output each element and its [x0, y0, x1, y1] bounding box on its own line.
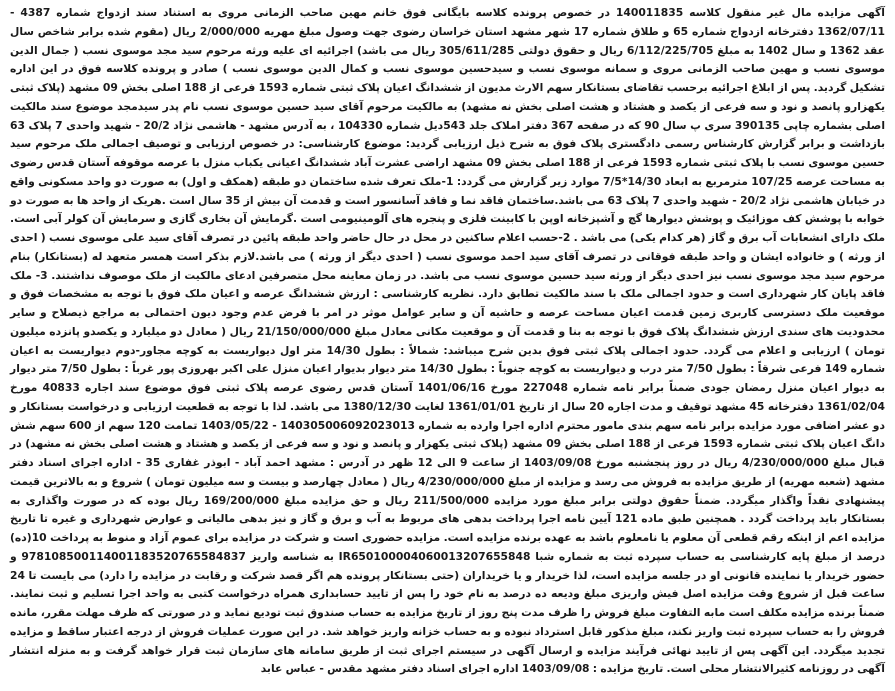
auction-notice-text: آگهی مزایده مال غیر منقول کلاسه 140011835 در خصوص پرونده کلاسه بایگانی فوق خانم مهین صاحب الزمانی مروی به استناد سند ازدواج شماره 4387 - 1362/07/11 دفترخانه ازدواج شماره 65 و طلاق شماره 17 شهر مشهد استان خراسان رضوی جهت وصول مبلغ مهریه 2/000/000 ریال (مقوم شده برابر شاخص سال عقد 1362 و سال 1402 به مبلغ 6/112/225/705 ریال و حقوق دولتی 305/611/285 ریال می باشد) اجرائیه ای علیه ورثه مرحوم سید مجد موسوی نسب ( جمال الدین موسوی نسب و مهین صاحب الزمانی مروی و سمانه موسوی نسب و سیدحسین موسوی نسب و کمال الدین موسوی نسب ) صادر و پرونده کلاسه فوق در این اداره تشکیل گردید. پس از ابلاغ اجرائیه برحسب تقاضای بستانکار سهم الارث مدیون از ششدانگ اعیان پلاک ثبتی شماره 1593 فرعی از 188 اصلی بخش 09 مشهد (پلاک ثبتی یکهزارو پانصد و نود و سه فرعی از یکصد و هشتاد و هشت اصلی بخش نه مشهد) به مالکیت مرحوم آقای سید حسین موسوی نسب نام پدر سیدمجد موضوع سند مالکیت اصلی بشماره چاپی 390135 سری پ سال 90 که در صفحه 367 دفتر املاک جلد 543دیل شماره 104330 ، به آدرس مشهد - هاشمی نژاد 20/2 - شهید واحدی 7 پلاک 63 بازداشت و برابر گزارش کارشناس رسمی دادگستری پلاک فوق به شرح ذیل ارزیابی گردید: موضوع کارشناسی: در خصوص ارزیابی و توصیف اجمالی ملک مرحوم سید حسین موسوی نسب با پلاک ثبتی شماره 1593 فرعی از 188 اصلی بخش 09 مشهد اراضی عشرت آباد ششدانگ اعیانی یکباب منزل با عرصه موقوفه آستان قدس رضوی به مساحت عرصه 107/25 مترمربع به ابعاد 14/30*7/5 موارد زیر گزارش می گردد: 1-ملک تعرف شده ساختمان دو طبقه (همکف و اول) به صورت دو واحد مسکونی واقع در خیابان هاشمی نژاد 20/2 - شهید واحدی 7 پلاک 63 می باشد.ساختمان فاقد نما و فاقد آسانسور است و قدمت آن بیش از 35 سال است .هریک از واحد ها به صورت دو خوابه با پوشش کف موزائیک و پوشش دیوارها گچ و آشپزخانه اوپن با کابینت فلزی و پنجره های آلومینیومی است .گرمایش آن بخاری گازی و سرمایش آن کولر آبی است. ملک دارای انشعابات آب برق و گاز (هر کدام یکی) می باشد . 2-حسب اعلام ساکنین در محل در حال حاضر واحد طبقه پائین در تصرف آقای سید علی موسوی نسب ( احدی از ورثه ) و خانواده ایشان و واحد طبقه فوقانی در تصرف آقای سید احمد موسوی نسب ( احدی دیگر از ورثه ) می باشد.لازم بذکر است همسر متعهد له (بستانکار) بنام مرحوم سید مجد موسوی نسب نیز احدی دیگر از ورثه سید حسین موسوی نسب می باشد. در زمان معاینه محل متصرفین ادعای مالکیت از ملک موصوف نداشتند. 3- ملک فاقد پایان کار شهرداری است و حدود اجمالی ملک با سند مالکیت تطابق دارد. نظریه کارشناسی : ارزش ششدانگ عرصه و اعیان ملک فوق با توجه به مشخصات فوق و موقعیت ملک دسترسی کاربری زمین قدمت اعیان مساحت عرصه و حاشیه آن و سایر عوامل موثر در امر با فرض عدم وجود دیون احتمالی به مراجع ذیصلاح و سایر محدودیت های سندی ارزش ششدانگ پلاک فوق با توجه به بنا و قدمت آن و موقعیت مکانی معادل مبلغ 21/150/000/000 ریال ( معادل دو میلیارد و یکصدو پانزده میلیون تومان ) ارزیابی و اعلام می گردد. حدود اجمالی پلاک ثبتی فوق بدین شرح میباشد: شمالاً : بطول 14/30 متر اول دیواریست به کوچه مجاور-دوم دیواریست به اعیان شماره 149 فرعی شرقاً : بطول 7/50 متر درب و دیواریست به کوچه جنوباً : بطول 14/30 متر دیوار بدیوار اعیان منزل علی اکبر بهروزی پور غرباً : بطول 7/50 متر دیوار به دیوار اعیان منزل رمضان جودی ضمناً برابر نامه شماره 227048 مورخ 1401/06/16 آستان قدس رضوی عرصه پلاک ثبتی فوق موضوع سند اجاره 40833 مورخ 1361/02/04 دفترخانه 45 مشهد توقیف و مدت اجاره 20 سال از تاریخ 1361/01/01 لغایت 1380/12/30 می باشد. لذا با توجه به قطعیت ارزیابی و درخواست بستانکار و دو عشر اضافی مورد مزایده برابر نامه سهم بندی مامور محترم اداره اجرا وارده به شماره 140305006092023013 - 1403/05/22 تمامت 120 سهم از 600 سهم شش دانگ اعیان پلاک ثبتی شماره 1593 فرعی از 188 اصلی بخش 09 مشهد (پلاک ثبتی یکهزار و پانصد و نود و سه فرعی از یکصد و هشتاد و هشت اصلی بخش نه مشهد) در قبال مبلغ 4/230/000/000 ریال در روز پنجشنبه مورخ 1403/09/08 از ساعت 9 الی 12 ظهر در آدرس : مشهد احمد آباد - ابوذر غفاری 35 - اداره اجرای اسناد دفتر مشهد (شعبه مهریه) از طریق مزایده به فروش می رسد و مزایده از مبلغ 4/230/000/000 ریال ( معادل چهارصد و بیست و سه میلیون تومان ) شروع و به بالاترین قیمت پیشنهادی نقداً واگذار میگردد. ضمناً حقوق دولتی برابر مبلغ مورد مزایده 211/500/000 ریال و حق مزایده مبلغ 169/200/000 ریال بوده که در صورت واگذاری به بستانکار باید پرداخت گردد . همچنین طبق ماده 121 آیین نامه اجرا پرداخت بدهی های مربوط به آب و برق و گاز و نیز بدهی مالیاتی و عوارض شهرداری و غیره تا تاریخ مزایده اعم از اینکه رقم قطعی آن معلوم یا نامعلوم باشد به عهده برنده مزایده است. مزایده حضوری است و شرکت در مزایده برای عموم آزاد و منوط به پرداخت 10(ده) درصد از مبلغ پایه کارشناسی به حساب سپرده ثبت به شماره شبا IR650100004060013207655848 به شناسه واریز 978108500114001183520765584837 و حضور خریدار یا نماینده قانونی او در جلسه مزایده است، لذا خریدار و یا خریداران (حتی بستانکار پرونده هم اگر قصد شرکت و رقابت در مزایده را دارد) می بایست تا 24 ساعت قبل از شروع وقت مزایده اصل فیش واریزی مبلغ ودیعه ده درصد به نام خود را پس از تایید حسابداری همراه درخواست کتبی به واحد اجرا تسلیم و ثبت نمایند. ضمناً برنده مزایده مکلف است مابه التفاوت مبلغ فروش را ظرف مدت پنج روز از تاریخ مزایده به حساب صندوق ثبت تودیع نماید و در صورتی که ظرف مهلت مقرر، مانده فروش را به حساب سپرده ثبت واریز نکند، مبلغ مذکور قابل استرداد نبوده و به حساب خزانه واریز خواهد شد. در این صورت عملیات فروش از درجه اعتبار ساقط و مزایده تجدید میگردد. این آگهی پس از تایید نهائی فرآیند مزایده و ارسال آگهی در سیستم اجرای ثبت از طریق سامانه های سازمان ثبت قرار خواهد گرفت و به منزله انتشار آگهی در روزنامه کثیرالانتشار محلی است. تاریخ مزایده : 1403/09/08 اداره اجرای اسناد دفتر مشهد مقدس - عباس عابد — [10, 6, 886, 676]
